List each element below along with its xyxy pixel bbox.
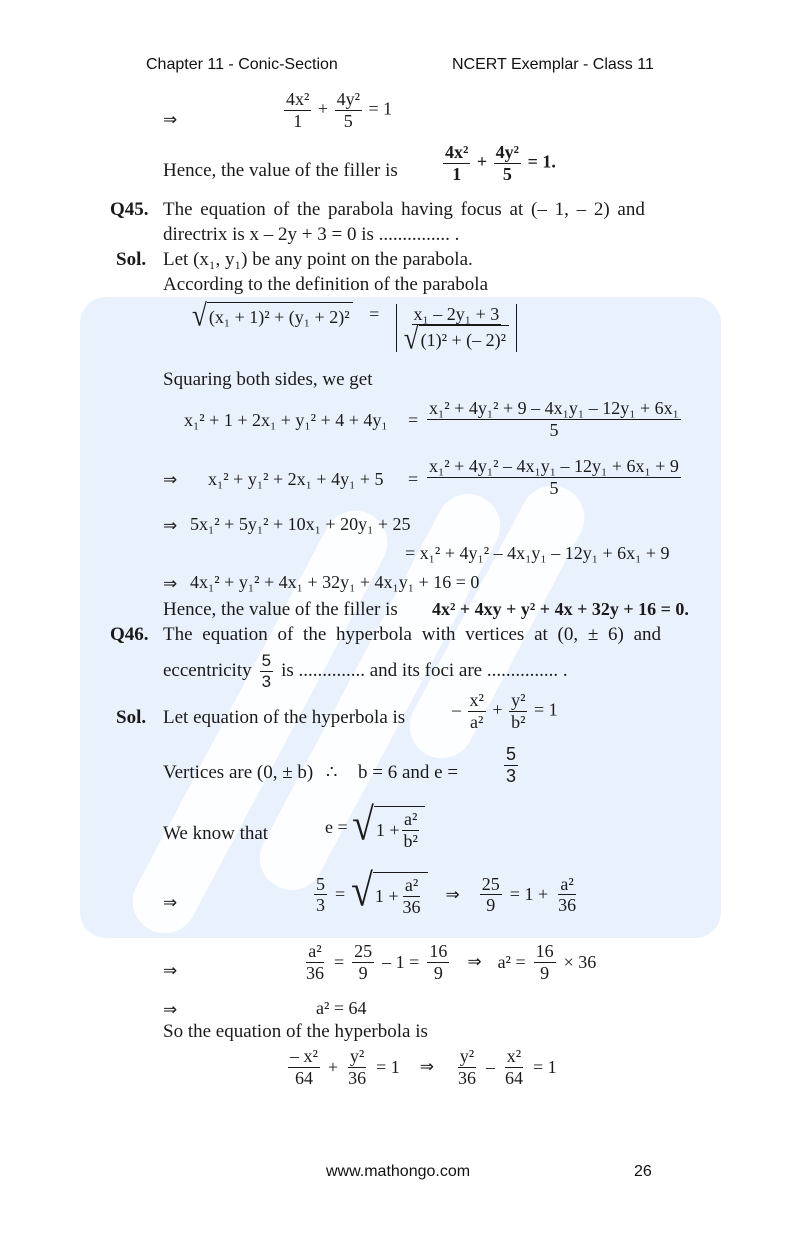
sqrt-symbol: √ 1 + $\frac{\text{a²}}{\text{b²}}$ bbox=[352, 806, 425, 851]
equation-rhs: = 1 bbox=[368, 98, 393, 119]
equation-line: x₁² + 1 + 2x₁ + y₁² + 4 + 4y₁ bbox=[184, 410, 388, 430]
fraction-numerator: a² bbox=[404, 809, 418, 829]
fraction-denominator: 5 bbox=[549, 419, 559, 440]
fraction-numerator: 5 bbox=[506, 744, 517, 764]
sqrt-symbol: √ 1 + $\frac{\text{a²}}{36}$ bbox=[351, 872, 427, 917]
fraction-denominator: 5 bbox=[502, 163, 512, 184]
fraction-denominator: 5 bbox=[549, 477, 559, 498]
equation-line: a² = 64 bbox=[316, 998, 367, 1018]
operator: = bbox=[408, 469, 419, 489]
fraction-denominator: 3 bbox=[261, 671, 272, 691]
implies-symbol: ⇒ bbox=[163, 470, 178, 490]
fraction-numerator: 4x² bbox=[445, 142, 469, 162]
operator: + bbox=[317, 98, 329, 119]
equation-line: $\frac{5}{3}$ = √ 1 + $\frac{\text{a²}}{36}$ ⇒ $\frac{25}{9}$ = 1 + $\frac{\text{a²}}{36}$ bbox=[316, 865, 577, 917]
fraction-numerator: 4y² bbox=[336, 89, 360, 109]
body-text: Vertices are (0, ± b) bbox=[163, 762, 314, 783]
implies-symbol: ⇒ bbox=[467, 952, 482, 973]
equation-line bbox=[282, 89, 392, 131]
solution-text: According to the definition of the parabola bbox=[163, 274, 489, 295]
question-label: Q46. bbox=[110, 624, 149, 645]
fraction-numerator: 4x² bbox=[286, 89, 310, 109]
implies-symbol: ⇒ bbox=[163, 961, 178, 981]
implies-symbol: ⇒ bbox=[163, 1000, 178, 1020]
equation-fraction bbox=[502, 744, 520, 786]
solution-label: Sol. bbox=[116, 249, 147, 270]
equation-line: $\frac{\text{a²}}{36}$ = $\frac{25}{9}$ – 1 = $\frac{16}{9}$ ⇒ a² = $\frac{16}{9}$ × 36 bbox=[306, 941, 597, 983]
fraction-numerator: 4y² bbox=[495, 142, 520, 162]
equation-fraction bbox=[425, 456, 683, 498]
fraction-denominator: b² bbox=[511, 711, 526, 732]
conclusion-text: Hence, the value of the filler is bbox=[163, 160, 398, 181]
chapter-title: Chapter 11 - Conic-Section bbox=[146, 56, 338, 73]
implies-symbol: ⇒ bbox=[163, 893, 178, 913]
conclusion-equation bbox=[441, 142, 556, 184]
implies-symbol: ⇒ bbox=[163, 110, 178, 130]
body-text: Squaring both sides, we get bbox=[163, 369, 373, 390]
book-title: NCERT Exemplar - Class 11 bbox=[452, 56, 654, 73]
footer-website-link[interactable]: www.mathongo.com bbox=[326, 1163, 471, 1180]
conclusion-equation: 4x² + 4xy + y² + 4x + 32y + 16 = 0. bbox=[432, 599, 689, 619]
equation-fraction bbox=[425, 398, 683, 440]
question-text: The equation of the hyperbola with vertices at (0, ± 6) and bbox=[163, 624, 662, 645]
fraction-denominator: (1)² + (– 2)² bbox=[419, 325, 509, 352]
fraction-numerator: x² bbox=[469, 690, 484, 710]
fraction-denominator: 1 bbox=[452, 163, 462, 184]
equation-line: = x₁² + 4y₁² – 4x₁y₁ – 12y₁ + 6x₁ + 9 bbox=[405, 543, 670, 563]
body-text: b = 6 and e = bbox=[358, 762, 459, 783]
equation-line: 4x₁² + y₁² + 4x₁ + 32y₁ + 4x₁y₁ + 16 = 0 bbox=[190, 572, 480, 592]
body-text: So the equation of the hyperbola is bbox=[163, 1021, 428, 1042]
question-text: eccentricity $\frac{5}{3}$ is .............. and its foci are ............... . bbox=[163, 651, 568, 691]
page-number: 26 bbox=[634, 1163, 652, 1180]
fraction-denominator: 3 bbox=[506, 765, 517, 786]
fraction-denominator: a² bbox=[470, 711, 484, 732]
implies-symbol: ⇒ bbox=[163, 574, 178, 594]
equation-distance bbox=[192, 297, 517, 356]
question-text: directrix is x – 2y + 3 = 0 is ............... . bbox=[163, 224, 460, 245]
solution-text: Let (x₁, y₁) be any point on the parabola. bbox=[163, 249, 473, 270]
final-equation: $\frac{\text{– x²}}{64}$ + $\frac{\text{y²}}{36}$ = 1 ⇒ $\frac{\text{y²}}{36}$ – $\frac{\text{x²}}{64}$ = 1 bbox=[290, 1046, 557, 1088]
fraction-denominator: 5 bbox=[343, 110, 353, 131]
question-label: Q45. bbox=[110, 199, 149, 220]
solution-text: Let equation of the hyperbola is bbox=[163, 707, 406, 728]
implies-symbol: ⇒ bbox=[445, 884, 460, 905]
conclusion-text: Hence, the value of the filler is bbox=[163, 599, 398, 620]
fraction-denominator: b² bbox=[403, 830, 418, 851]
equation-line: – $\frac{\text{x²}}{\text{a²}}$ + $\frac{\text{y²}}{\text{b²}}$ = 1 bbox=[452, 690, 558, 732]
therefore-symbol: ∴ bbox=[326, 762, 338, 782]
fraction-numerator: x₁ – 2y₁ + 3 bbox=[413, 303, 500, 324]
fraction-numerator: y² bbox=[511, 690, 526, 710]
sqrt-symbol: √ (x₁ + 1)² + (y₁ + 2)² bbox=[192, 302, 353, 329]
fraction-denominator: 1 bbox=[293, 110, 303, 131]
operator: + bbox=[476, 151, 488, 172]
equation-rhs: = 1. bbox=[527, 151, 556, 172]
fraction-numerator: 5 bbox=[261, 651, 272, 670]
fraction-numerator: x₁² + 4y₁² + 9 – 4x₁y₁ – 12y₁ + 6x₁ bbox=[429, 398, 679, 418]
operator: = bbox=[369, 303, 380, 324]
fraction-numerator: x₁² + 4y₁² – 4x₁y₁ – 12y₁ + 6x₁ + 9 bbox=[429, 456, 679, 476]
equation-line: 5x₁² + 5y₁² + 10x₁ + 20y₁ + 25 bbox=[190, 514, 411, 534]
body-text: We know that bbox=[163, 823, 269, 844]
question-text: The equation of the parabola having focus at (– 1, – 2) and bbox=[163, 199, 645, 220]
absolute-value: x₁ – 2y₁ + 3 √ (1)² + (– 2)² bbox=[396, 304, 517, 353]
equation-line: x₁² + y₁² + 2x₁ + 4y₁ + 5 bbox=[208, 469, 384, 489]
implies-symbol: ⇒ bbox=[163, 516, 178, 536]
implies-symbol: ⇒ bbox=[419, 1057, 434, 1078]
operator: = bbox=[408, 410, 419, 430]
equation-line: e = √ 1 + $\frac{\text{a²}}{\text{b²}}$ bbox=[325, 806, 425, 851]
solution-label: Sol. bbox=[116, 707, 147, 728]
